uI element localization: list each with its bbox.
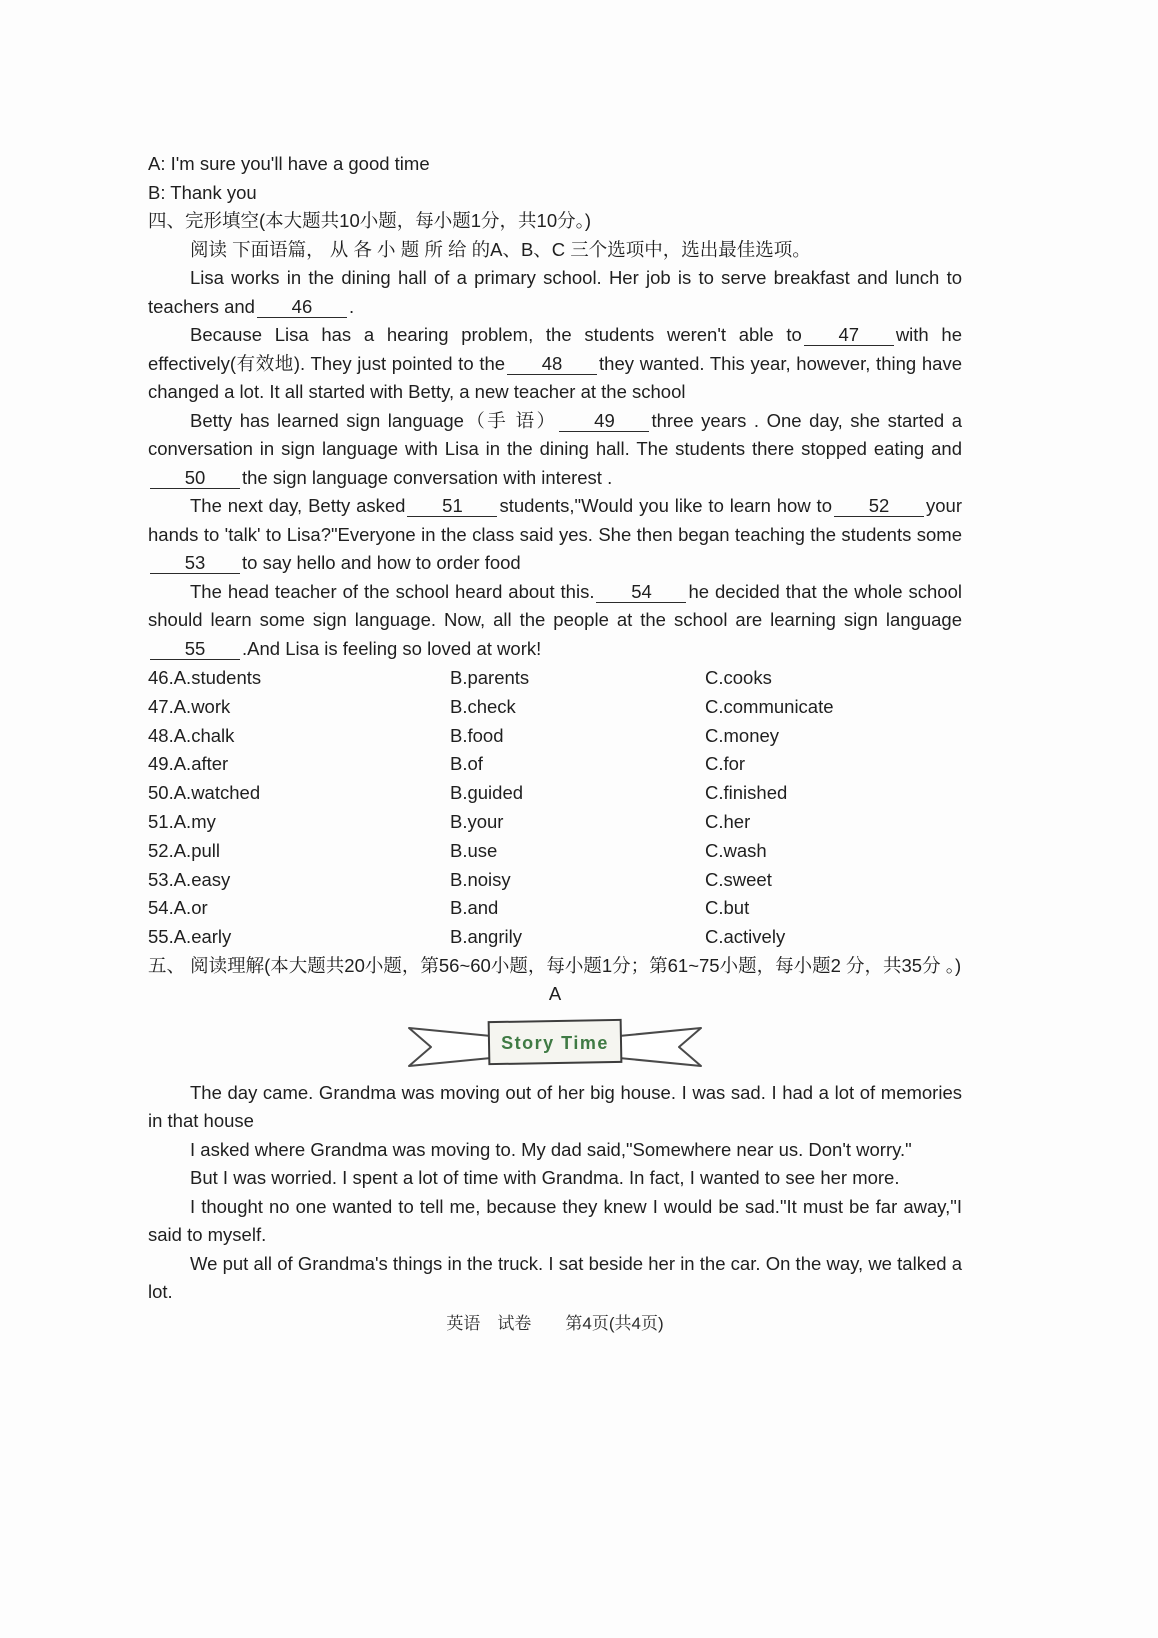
option-b: B.of: [450, 753, 483, 775]
section4-heading: 四、完形填空(本大题共10小题，每小题1分，共10分。): [148, 210, 592, 231]
cloze-text: The next day, Betty asked: [190, 495, 406, 516]
option-b: B.check: [450, 695, 516, 717]
option-a: 54.A.or: [148, 897, 208, 919]
dialogue-line-b: B: Thank you: [148, 181, 257, 203]
page-footer: 英语 试卷 第4页(共4页): [446, 1313, 664, 1333]
option-c: C.finished: [705, 782, 788, 804]
option-a: 50.A.watched: [148, 782, 261, 804]
cloze-paragraph-1: [148, 264, 962, 321]
story-time-banner: [148, 1013, 962, 1071]
option-b: B.food: [450, 724, 504, 746]
option-b: B.guided: [450, 782, 524, 804]
cloze-paragraph-4: [148, 492, 962, 578]
option-c: C.money: [705, 724, 780, 746]
option-c: C.but: [705, 897, 750, 919]
blank-46: 46: [257, 296, 347, 318]
option-a: 48.A.chalk: [148, 724, 235, 746]
banner-text: Story Time: [501, 1032, 609, 1053]
option-row-51: [148, 808, 962, 837]
blank-52: 52: [834, 495, 924, 517]
option-a: 46.A.students: [148, 667, 262, 688]
option-row-54: [148, 894, 962, 923]
option-row-52: [148, 837, 962, 866]
cloze-text: your hands to 'talk' to Lisa?"Everyone in the class said yes. She then began teaching the students some: [148, 495, 962, 545]
option-b: B.and: [450, 897, 499, 919]
option-a: 55.A.early: [148, 926, 232, 948]
option-a: 52.A.pull: [148, 839, 220, 861]
reading-paragraph-2: I asked where Grandma was moving to. My dad said,"Somewhere near us. Don't worry.": [190, 1138, 912, 1160]
cloze-text: they wanted. This year, however, thing have changed a lot. It all started with Betty, a new teacher at the school: [148, 352, 962, 402]
part-a-label: A: [548, 983, 562, 1005]
cloze-text: Lisa works in the dining hall of a primary school. Her job is to serve breakfast and lunch to teachers and: [148, 267, 962, 317]
blank-55: 55: [150, 638, 240, 660]
option-c: C.communicate: [705, 695, 834, 717]
cloze-text: Betty has learned sign language（手 语）: [190, 409, 558, 431]
option-c: C.for: [705, 753, 746, 775]
option-row-55: [148, 923, 962, 952]
option-a: 51.A.my: [148, 810, 216, 832]
option-a: 47.A.work: [148, 695, 231, 717]
cloze-paragraph-3: [148, 407, 962, 493]
cloze-text: students,"Would you like to learn how to: [499, 495, 832, 516]
cloze-text: with he effectively(有效地). They just pointed to the: [148, 324, 962, 374]
option-b: B.angrily: [450, 926, 522, 948]
reading-paragraph-4: I thought no one wanted to tell me, because they knew I would be sad."It must be far away,"I said to myself.: [148, 1195, 962, 1246]
option-a: 49.A.after: [148, 753, 229, 775]
option-c: C.wash: [705, 839, 767, 861]
option-b: B.your: [450, 810, 504, 832]
cloze-paragraph-2: [148, 321, 962, 407]
cloze-text: .: [348, 295, 355, 317]
section5-heading: 五、 阅读理解(本大题共20小题，第56~60小题，每小题1分；第61~75小题，每小题2 分，共35分 。): [148, 954, 962, 976]
cloze-text: he decided that the whole school should learn some sign language. Now, all the people at the school are learning sign language: [148, 580, 962, 630]
blank-48: 48: [507, 353, 597, 375]
cloze-text: Because Lisa has a hearing problem, the students weren't able to: [190, 324, 802, 345]
section4-instruction: 阅读 下面语篇， 从 各 小 题 所 给 的A、B、C 三个选项中，选出最佳选项。: [190, 238, 811, 260]
option-row-46: [148, 664, 962, 693]
cloze-text: three years . One day, she started a conversation in sign language with Lisa in the dining hall. The students there stopped eating and: [148, 409, 962, 459]
blank-51: 51: [407, 495, 497, 517]
cloze-paragraph-5: [148, 578, 962, 664]
blank-49: 49: [559, 410, 649, 432]
blank-54: 54: [596, 581, 686, 603]
option-c: C.her: [705, 810, 751, 832]
reading-paragraph-5: We put all of Grandma's things in the truck. I sat beside her in the car. On the way, we talked a lot.: [148, 1252, 962, 1303]
option-row-49: [148, 750, 962, 779]
option-b: B.use: [450, 839, 498, 861]
cloze-options: [148, 664, 962, 952]
option-c: C.cooks: [705, 667, 772, 688]
cloze-text: The head teacher of the school heard about this.: [190, 580, 595, 602]
blank-47: 47: [804, 324, 894, 346]
option-row-50: [148, 779, 962, 808]
option-row-47: [148, 693, 962, 722]
option-b: B.parents: [450, 667, 530, 688]
option-row-53: [148, 866, 962, 895]
reading-paragraph-3: But I was worried. I spent a lot of time with Grandma. In fact, I wanted to see her more.: [190, 1167, 900, 1189]
cloze-text: the sign language conversation with interest .: [242, 466, 613, 488]
reading-paragraph-1: The day came. Grandma was moving out of her big house. I was sad. I had a lot of memories in that house: [148, 1081, 962, 1132]
option-row-48: [148, 722, 962, 751]
option-c: C.actively: [705, 926, 786, 948]
cloze-text: to say hello and how to order food: [242, 552, 521, 573]
blank-53: 53: [150, 552, 240, 574]
option-b: B.noisy: [450, 868, 511, 890]
dialogue-line-a: A: I'm sure you'll have a good time: [148, 153, 430, 174]
blank-50: 50: [150, 467, 240, 489]
option-a: 53.A.easy: [148, 868, 231, 890]
story-time-ribbon-icon: [405, 1013, 705, 1071]
cloze-text: .And Lisa is feeling so loved at work!: [242, 637, 542, 659]
option-c: C.sweet: [705, 868, 772, 890]
